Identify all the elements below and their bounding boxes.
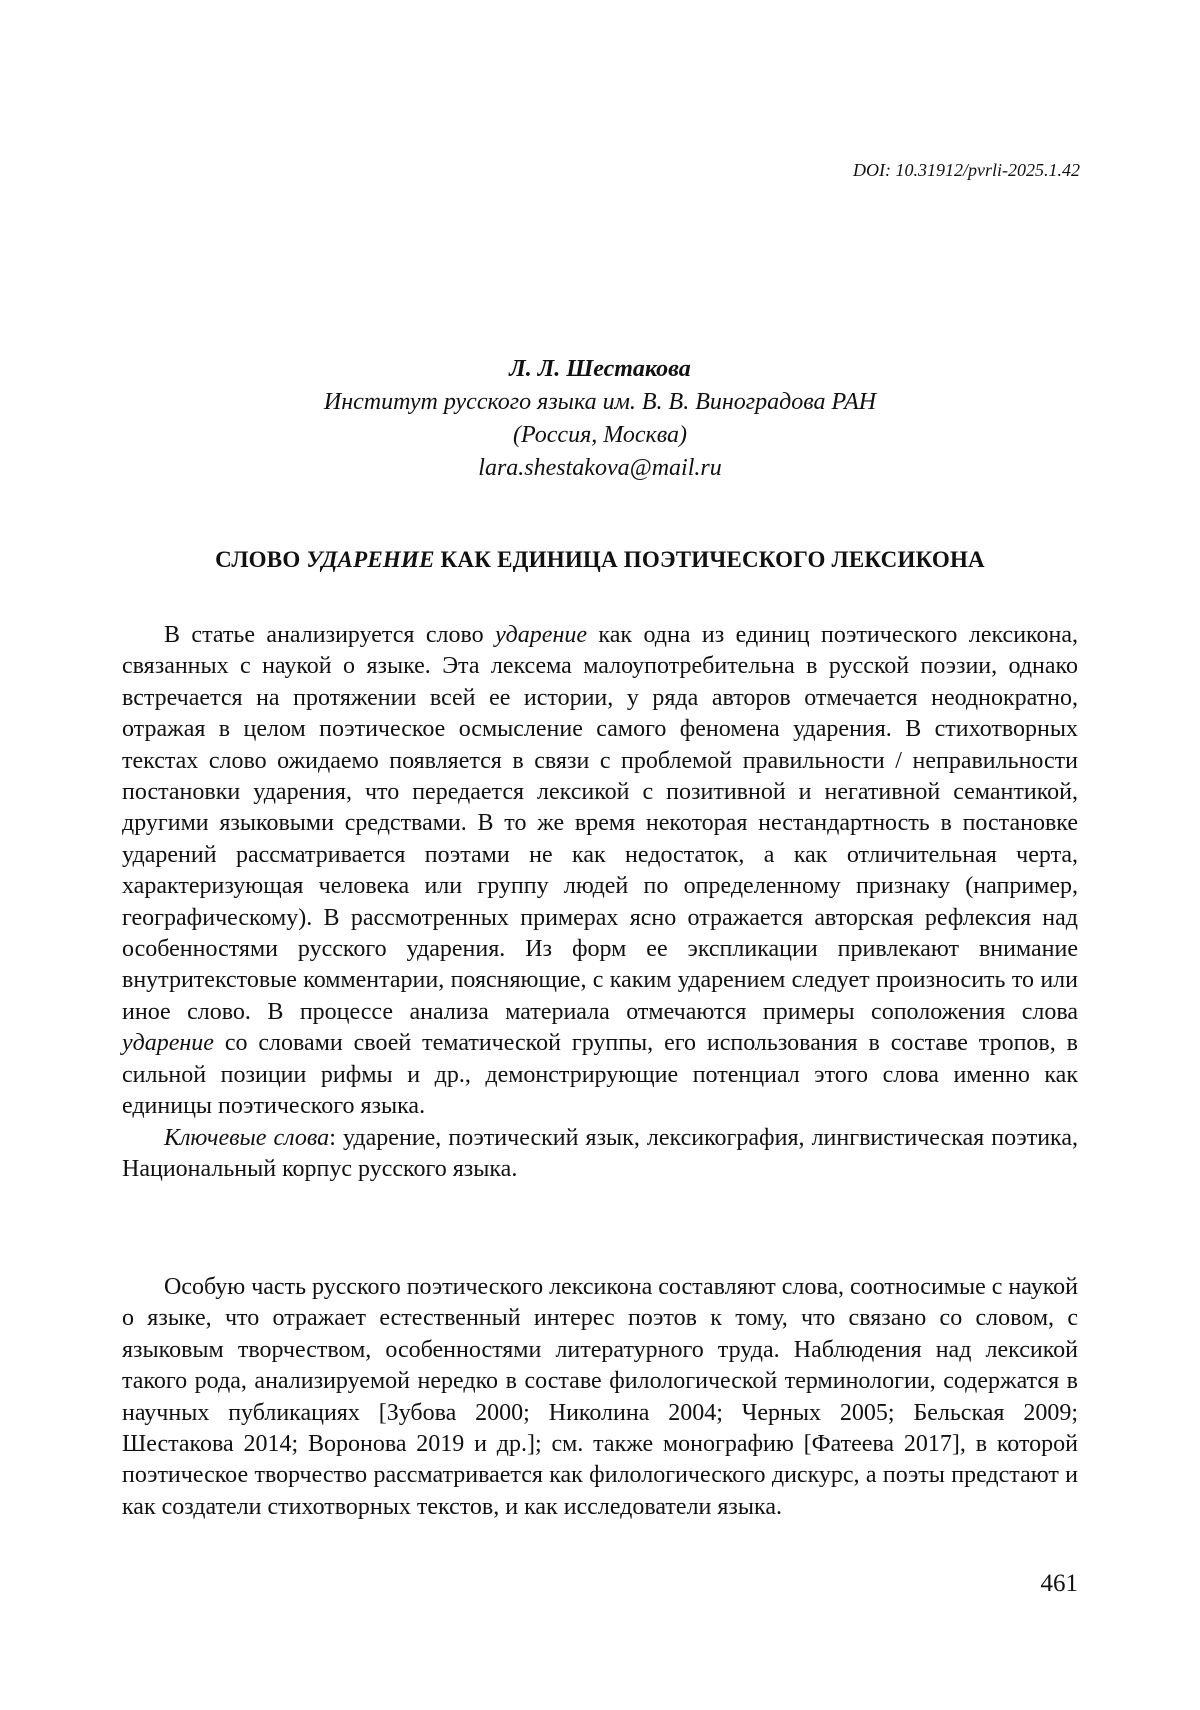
title-italic-word: УДАРЕНИЕ bbox=[306, 547, 435, 572]
author-block bbox=[0, 353, 1200, 485]
abstract-text-b: как одна из единиц поэтического лексикона, связанных с наукой о языке. Эта лексема малоупотребительна в русской поэзии, однако встречается на протяжении всей ее истории, у ряда авторов отмечается неоднократно, отражая в целом поэтическое осмысление самого феномена ударения. В стихотворных текстах слово ожидаемо появляется в связи с проблемой правильности / неправильности постановки ударения, что передается лексикой с позитивной и негативной семантикой, другими языковыми средствами. В то же время некоторая нестандартность в постановке ударений рассматривается поэтами не как недостаток, а как отличительная черта, характеризующая человека или группу людей по определенному признаку (например, географическому). В рассмотренных примерах ясно отражается авторская рефлексия над особенностями русского ударения. Из форм ее экспликации привлекают внимание внутритекстовые комментарии, поясняющие, с каким ударением следует произносить то или иное слово. В процессе анализа материала отмечаются примеры соположения слова bbox=[122, 622, 1078, 1025]
body-paragraph: Особую часть русского поэтического лексикона составляют слова, соотносимые с наукой о языке, что отражает естественный интерес поэтов к тому, что связано со словом, с языковым творчеством, особенностями литературного труда. Наблюдения над лексикой такого рода, анализируемой нередко в составе филологической терминологии, содержатся в научных публикациях [Зубова 2000; Николина 2004; Черных 2005; Бельская 2009; Шестакова 2014; Воронова 2019 и др.]; см. также монографию [Фатеева 2017], в которой поэтическое творчество рассматривается как филологического дискурс, а поэты предстают и как создатели стихотворных текстов, и как исследователи языка. bbox=[122, 1274, 1078, 1520]
keywords-text: : ударение, поэтический язык, лексикография, лингвистическая поэтика, Национальный корпус русского языка. bbox=[122, 1124, 1078, 1182]
page-number: 461 bbox=[1040, 1570, 1078, 1597]
abstract-paragraph bbox=[122, 620, 1078, 1123]
paper-title bbox=[0, 547, 1200, 573]
author-location: (Россия, Москва) bbox=[512, 422, 688, 448]
abstract-italic-term-1: ударение bbox=[495, 622, 587, 648]
abstract-text-a: В статье анализируется слово bbox=[164, 622, 496, 648]
author-affiliation: Институт русского языка им. В. В. Виноградова РАН bbox=[323, 389, 877, 415]
author-name: Л. Л. Шестакова bbox=[509, 356, 691, 382]
abstract-text-c: со словами своей тематической группы, его использования в составе тропов, в сильной позиции рифмы и др., демонстрирующие потенциал этого слова именно как единицы поэтического языка. bbox=[122, 1030, 1078, 1120]
keywords-label: Ключевые слова bbox=[164, 1124, 330, 1151]
abstract bbox=[122, 620, 1078, 1185]
author-email: lara.shestakova@mail.ru bbox=[478, 455, 722, 481]
title-part-2: КАК ЕДИНИЦА ПОЭТИЧЕСКОГО ЛЕКСИКОНА bbox=[434, 547, 985, 572]
doi-label: DOI: 10.31912/pvrli-2025.1.42 bbox=[853, 160, 1080, 180]
keywords-paragraph bbox=[122, 1123, 1078, 1186]
title-part-1: СЛОВО bbox=[215, 547, 307, 572]
body-text bbox=[122, 1272, 1078, 1523]
abstract-italic-term-2: ударение bbox=[122, 1030, 214, 1057]
